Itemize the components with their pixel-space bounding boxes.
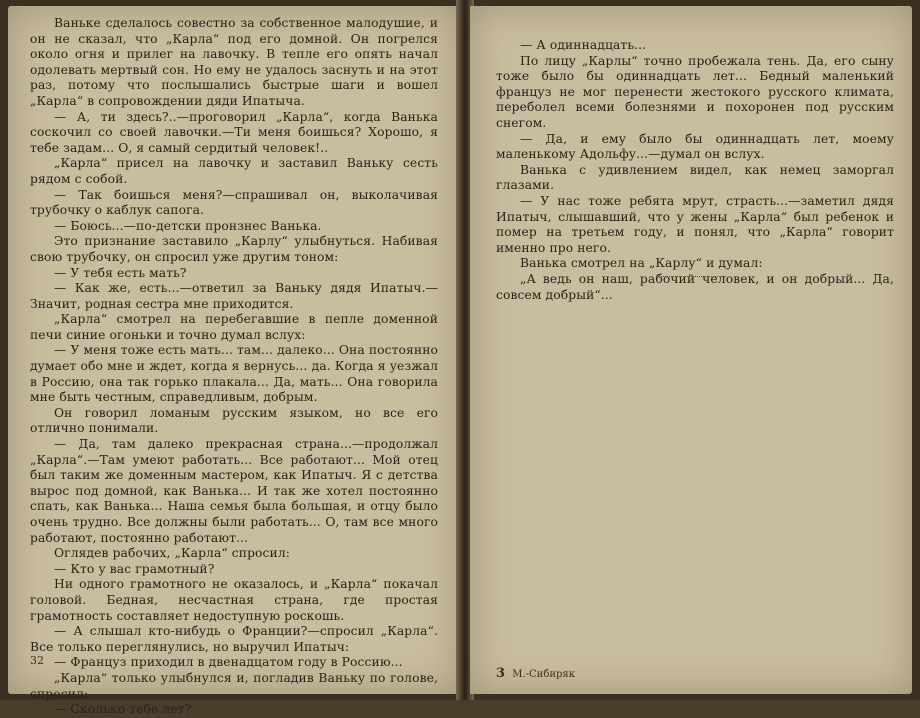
paragraph: Ваньке сделалось совестно за собственное малодушие, и он не сказал, что „Карла“ под его домной. Он погрелся около огня и прилег на лавочку. В тепле его опять начал одолевать мертвый сон. Но ему не удалось заснуть и на этот раз, потому что послышались быстрые шаги и вошел „Карла“ в сопровождении дяди Ипатыча. xyxy=(30,16,438,108)
paragraph: — А слышал кто-нибудь о Франции?—спросил „Карла“. Все только переглянулись, но выручил Ипатыч: xyxy=(30,624,438,654)
paragraph: „Карла“ смотрел на перебегавшие в пепле доменной печи синие огоньки и точно думал вслух: xyxy=(30,312,438,342)
paragraph: — Так боишься меня?—спрашивал он, выколачивая трубочку о каблук сапога. xyxy=(30,187,438,218)
signature-footer xyxy=(496,666,575,681)
paragraph: — Как же, есть...—ответил за Ваньку дядя Ипатыч.— Значит, родная сестра мне приходится. xyxy=(30,281,438,311)
left-page-text xyxy=(30,16,438,718)
paragraph: Ванька смотрел на „Карлу“ и думал: xyxy=(520,256,763,271)
paragraph: Ванька с удивлением видел, как немец заморгал глазами. xyxy=(496,162,894,193)
paragraph: — Да, там далеко прекрасная страна...—продолжал „Карла“.—Там умеют работать... Все работают... Мой отец был таким же доменным мастером, как Ипатыч. Я с детства вырос под домной, как Ванька... И так же хотел постоянно спать, как Ванька... Наша семья была большая, и отцу было очень трудно. Все должны были работать... О, там все много работают, постоянно работают... xyxy=(30,437,438,545)
right-page-text xyxy=(496,38,894,303)
paragraph: Это признание заставило „Карлу“ улыбнуться. Набивая свою трубочку, он спросил уже другим тоном: xyxy=(30,234,438,264)
paragraph: Ни одного грамотного не оказалось, и „Карла“ покачал головой. Бедная, несчастная страна, где простая грамотность составляет недоступную роскошь. xyxy=(30,577,438,623)
paragraph: — А, ти здесь?..—проговорил „Карла“, когда Ванька соскочил со своей лавочки.—Ти меня боишься? Хорошо, я тебе задам... О, я самый сердитый человек!.. xyxy=(30,109,438,155)
section-divider xyxy=(658,276,726,277)
left-page xyxy=(8,6,460,717)
paragraph: — Кто у вас грамотный? xyxy=(54,561,215,576)
signature-number: 3 xyxy=(496,666,506,681)
paragraph: — Боюсь...—по-детски пронзнес Ванька. xyxy=(54,218,322,233)
paragraph: Оглядев рабочих, „Карла“ спросил: xyxy=(54,546,290,561)
paragraph: — Француз приходил в двенадцатом году в Россию... xyxy=(54,655,403,670)
paragraph: „Карла“ присел на лавочку и заставил Ваньку сесть рядом с собой. xyxy=(30,156,438,186)
paragraph: — Сколько тебе лет? xyxy=(54,702,192,717)
signature-text: М.-Сибиряк xyxy=(512,669,575,680)
paragraph: „Карла“ только улыбнулся и, погладив Ваньку по голове, спросил: xyxy=(30,670,438,701)
paragraph: — У меня тоже есть мать... там... далеко... Она постоянно думает обо мне и ждет, когда я вернусь... да. Когда я уезжал в Россию, она так горько плакала... Да, мать... Она говорила мне быть честным, справедливым, добрым. xyxy=(30,343,438,405)
paragraph: — Да, и ему было бы одиннадцать лет, моему маленькому Адольфу...—думал он вслух. xyxy=(496,131,894,162)
paragraph: „А ведь он наш, рабочий человек, и он добрый... Да, совсем добрый“... xyxy=(496,271,894,302)
paragraph: По лицу „Карлы“ точно пробежала тень. Да, его сыну тоже было бы одиннадцать лет... Бедный маленький француз не мог перенести жестокого русского климата, переболел всеми болезнями и похоронен под русским снегом. xyxy=(496,53,894,130)
paragraph: Он говорил ломаным русским языком, но все его отлично понимали. xyxy=(30,405,438,436)
right-page xyxy=(470,6,912,694)
page-number: 32 xyxy=(30,654,44,667)
paragraph: — У тебя есть мать? xyxy=(54,265,187,280)
paragraph: — У нас тоже ребята мрут, страсть...—заметил дядя Ипатыч, слышавший, что у жены „Карла“ был ребенок и помер на третьем году, и понял, что „Карла“ говорит именно про него. xyxy=(496,193,894,255)
paragraph: — А одиннадцать... xyxy=(520,38,647,52)
